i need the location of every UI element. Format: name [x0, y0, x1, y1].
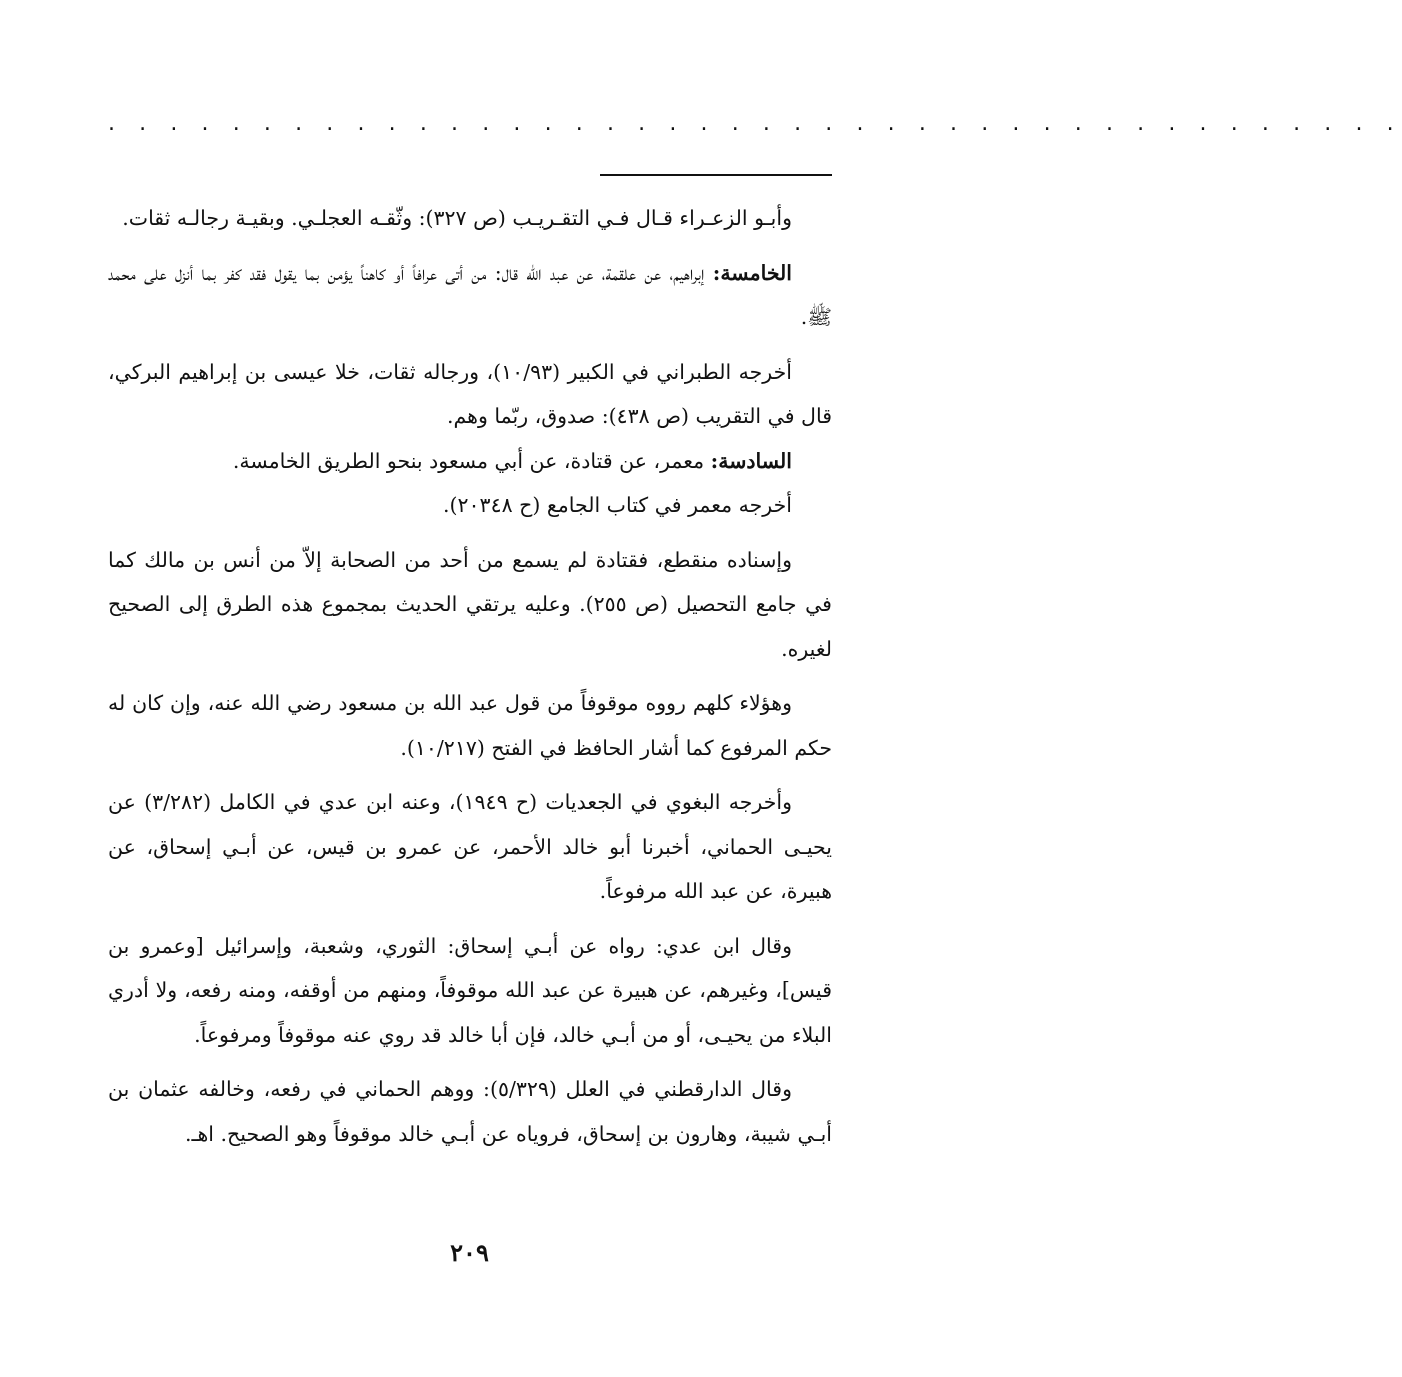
paragraph-9 [108, 924, 832, 1058]
paragraph-6-text: وإسناده منقطع، فقتادة لم يسمع من أحد من الصحابة إلاّ من أنس بن مالك كما في جامع التحصيل (ص ٢٥٥). وعليه يرتقي الحديث بمجموع هذه الطرق إلى الصحيح لغيره. [108, 547, 832, 661]
paragraph-6 [108, 538, 832, 672]
paragraph-4-lead: السادسة: [710, 448, 792, 473]
paragraph-2-lead: الخامسة: [712, 260, 792, 285]
paragraph-5 [108, 483, 832, 528]
page-number: ٢٠٩ [450, 1238, 489, 1267]
paragraph-3 [108, 350, 832, 439]
paragraph-8-text: وأخرجه البغوي في الجعديات (ح ١٩٤٩)، وعنه ابن عدي في الكامل (٣/٢٨٢) عن يحيـى الحماني، أخبرنا أبو خالد الأحمر، عن عمرو بن قيس، عن أبـي إسحاق، عن هبيرة، عن عبد الله مرفوعاً. [108, 790, 832, 903]
paragraph-7 [108, 681, 832, 770]
paragraph-8 [108, 780, 832, 914]
paragraph-9-text: وقال ابن عدي: رواه عن أبـي إسحاق: الثوري، وشعبة، وإسرائيل [وعمرو بن قيس]، وغيرهم، عن هبيرة عن عبد الله موقوفاً، ومنهم من أوقفه، ومنه رفعه، ولا أدري البلاء من يحيـى، أو من أبـي خالد، فإن أبا خالد قد روي عنه موقوفاً ومرفوعاً. [108, 933, 832, 1047]
footnote-rule [600, 174, 832, 176]
paragraph-10 [108, 1067, 832, 1156]
dotted-separator: . . . . . . . . . . . . . . . . . . . . . . . . . . . . . . . . . . . . . . . . . . [108, 111, 1402, 136]
paragraph-7-text: وهؤلاء كلهم رووه موقوفاً من قول عبد الله بن مسعود رضي الله عنه، وإن كان له حكم المرفوع كما أشار الحافظ في الفتح (١٠/٢١٧). [108, 691, 832, 760]
paragraph-1 [108, 196, 832, 241]
paragraph-2 [108, 251, 832, 340]
paragraph-5-text: أخرجه معمر في كتاب الجامع (ح ٢٠٣٤٨). [443, 493, 792, 517]
paragraph-10-text: وقال الدارقطني في العلل (٥/٣٢٩): ووهم الحماني في رفعه، وخالفه عثمان بن أبـي شيبة، وهارون بن إسحاق، فروياه عن أبـي خالد موقوفاً وهو الصحيح. اهـ. [108, 1077, 832, 1146]
paragraph-2-text: إبراهيم، عن علقمة، عن عبد الله قال: من أتى عرافاً أو كاهناً يؤمن بما يقول فقد كفر بما أنزل على محمد ﷺ. [108, 260, 832, 329]
paragraph-4 [108, 439, 832, 484]
page-body [108, 196, 832, 1166]
paragraph-3-text: أخرجه الطبراني في الكبير (١٠/٩٣)، ورجاله ثقات، خلا عيسى بن إبراهيم البركي، قال في التقريب (ص ٤٣٨): صدوق، ربّما وهم. [108, 359, 832, 428]
paragraph-1-text: وأبـو الزعـراء قـال فـي التقـريـب (ص ٣٢٧): وثّقـه العجلـي. وبقيـة رجالـه ثقات. [122, 206, 792, 230]
paragraph-4-text: معمر، عن قتادة، عن أبي مسعود بنحو الطريق الخامسة. [232, 448, 711, 473]
